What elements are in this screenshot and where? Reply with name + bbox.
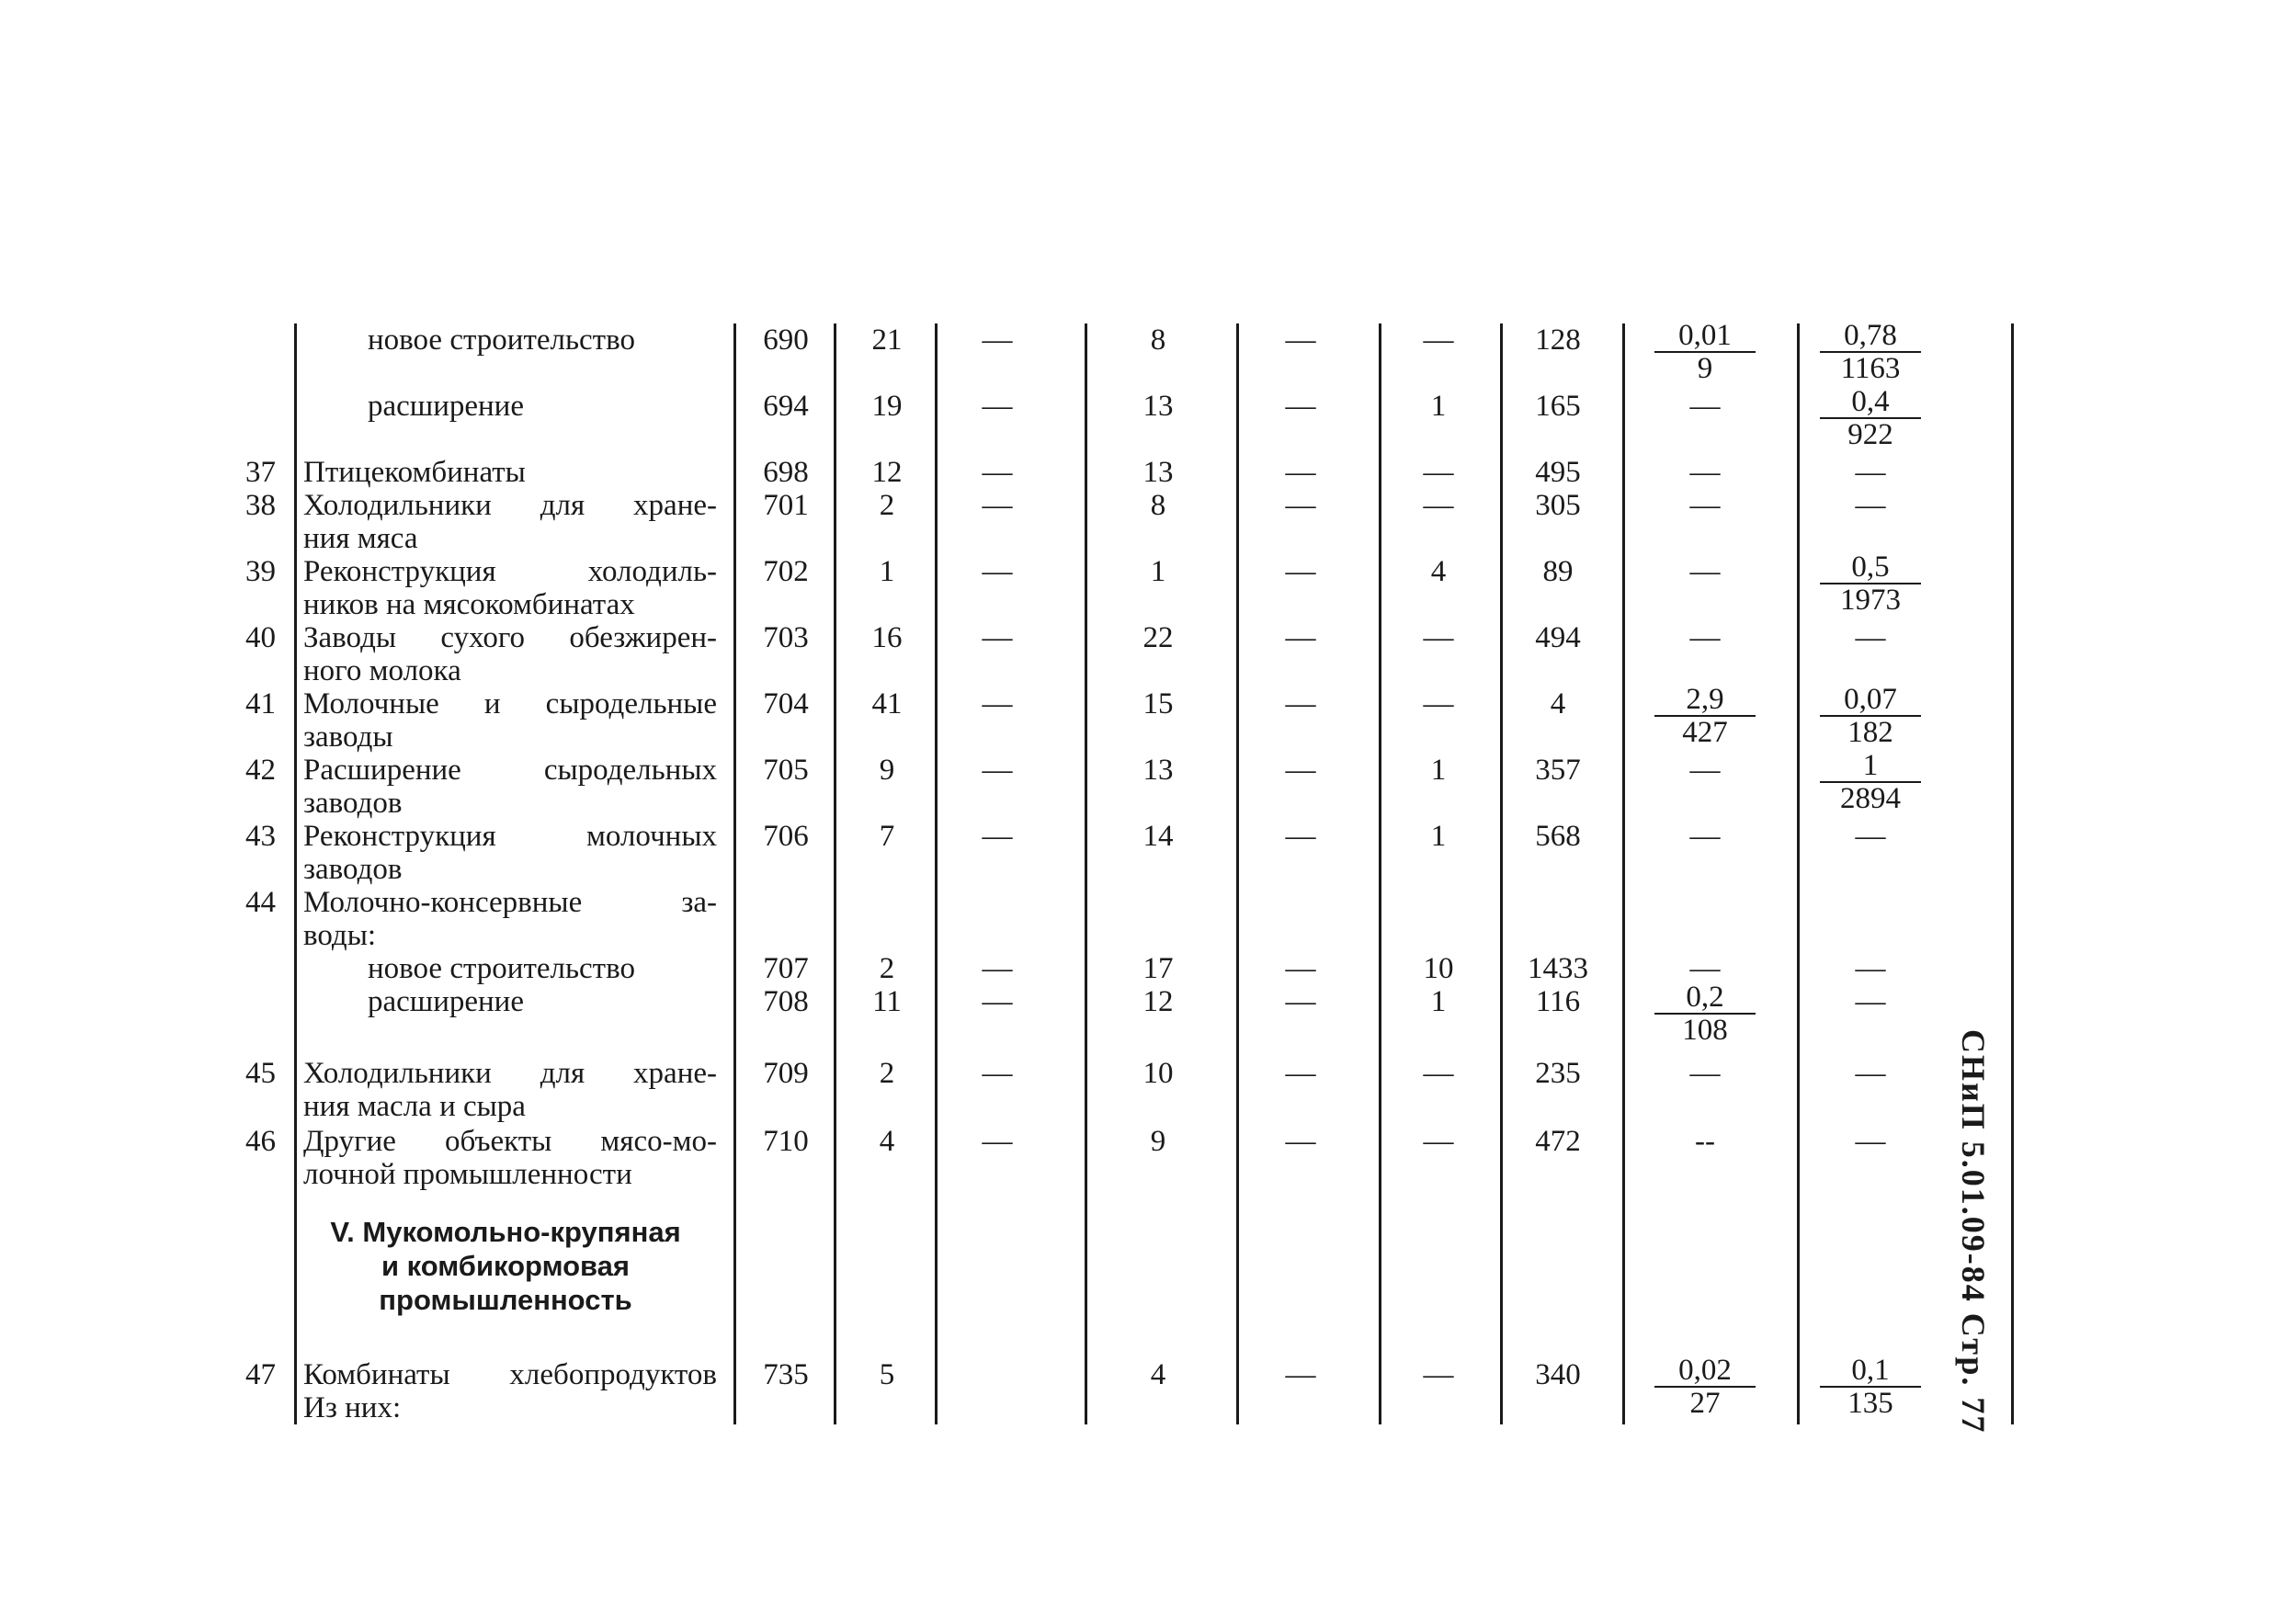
row-code: 709 (763, 1057, 809, 1090)
row-value: — (1423, 456, 1454, 489)
row-name-line: ния масла и сыра (303, 1090, 526, 1123)
row-code: 735 (763, 1358, 809, 1391)
fraction-value (1820, 684, 1921, 748)
row-value: — (982, 555, 1013, 588)
section-heading-line-2: и комбикормовая (381, 1250, 631, 1282)
row-value: 8 (1150, 489, 1166, 522)
row-value: 2 (879, 1057, 895, 1090)
row-value: 9 (879, 754, 895, 787)
row-value: — (982, 1125, 1013, 1158)
row-value: — (1855, 621, 1886, 654)
row-number: 43 (245, 820, 276, 853)
row-name-line: Птицекомбинаты (303, 456, 526, 489)
row-value: 1433 (1528, 952, 1588, 985)
row-value: 1 (1150, 555, 1166, 588)
row-value: 2 (879, 952, 895, 985)
fraction-value (1654, 981, 1756, 1046)
row-number: 41 (245, 687, 276, 720)
row-value: — (982, 952, 1013, 985)
row-name-line: Расширение сыродельных (303, 754, 717, 787)
row-value: 340 (1535, 1358, 1581, 1391)
row-value: 19 (871, 390, 903, 423)
row-name-line: лочной промышленности (303, 1158, 632, 1191)
fraction-numerator: 1 (1820, 750, 1921, 783)
fraction-value (1820, 750, 1921, 814)
column-rule (1379, 323, 1381, 1424)
row-code: 708 (763, 985, 809, 1018)
row-value: — (1855, 1125, 1886, 1158)
row-value: — (1423, 621, 1454, 654)
row-value: — (1855, 489, 1886, 522)
row-name-line: новое строительство (368, 952, 635, 985)
row-value: 11 (872, 985, 902, 1018)
row-value: — (1285, 985, 1316, 1018)
row-value: 4 (1430, 555, 1447, 588)
row-value: — (1285, 1125, 1316, 1158)
row-number: 39 (245, 555, 276, 588)
column-rule (733, 323, 736, 1424)
row-value: 495 (1535, 456, 1581, 489)
row-value: — (1423, 1358, 1454, 1391)
row-value: — (1689, 489, 1721, 522)
row-value: 116 (1535, 985, 1581, 1018)
row-value: — (982, 390, 1013, 423)
row-value: — (1423, 489, 1454, 522)
row-value: 568 (1535, 820, 1581, 853)
row-name-line: Заводы сухого обезжирен- (303, 621, 717, 654)
row-value: — (1689, 555, 1721, 588)
row-code: 704 (763, 687, 809, 720)
row-name-line: Комбинаты хлебопродуктов (303, 1358, 717, 1391)
row-value: — (1855, 820, 1886, 853)
row-value: -- (1695, 1125, 1715, 1158)
row-number: 46 (245, 1125, 276, 1158)
row-value: 4 (1550, 687, 1566, 720)
row-value: 5 (879, 1358, 895, 1391)
row-code: 706 (763, 820, 809, 853)
row-number: 40 (245, 621, 276, 654)
fraction-denominator: 27 (1689, 1387, 1721, 1420)
fraction-value (1820, 1355, 1921, 1419)
row-code: 702 (763, 555, 809, 588)
row-value: — (1285, 390, 1316, 423)
row-number: 37 (245, 456, 276, 489)
row-name-line: Молочные и сыродельные (303, 687, 717, 720)
row-name-line: ного молока (303, 654, 461, 687)
row-value: 235 (1535, 1057, 1581, 1090)
row-value: 357 (1535, 754, 1581, 787)
row-value: 1 (1430, 754, 1447, 787)
row-name-line: расширение (368, 390, 524, 423)
fraction-numerator: 0,01 (1654, 320, 1756, 353)
section-heading-line-1: V. Мукомольно-крупяная (330, 1216, 681, 1248)
row-value: — (1423, 1057, 1454, 1090)
row-code: 701 (763, 489, 809, 522)
row-value: — (1285, 687, 1316, 720)
row-value: 305 (1535, 489, 1581, 522)
fraction-denominator: 135 (1847, 1387, 1893, 1420)
row-value: — (1855, 456, 1886, 489)
row-value: — (982, 323, 1013, 357)
row-value: — (1423, 323, 1454, 357)
row-value: 15 (1142, 687, 1174, 720)
row-value: 89 (1542, 555, 1574, 588)
row-value: — (982, 687, 1013, 720)
row-code: 707 (763, 952, 809, 985)
row-value: — (1689, 754, 1721, 787)
row-value: — (982, 985, 1013, 1018)
row-value: 4 (1150, 1358, 1166, 1391)
fraction-denominator: 182 (1847, 716, 1893, 749)
row-value: — (982, 456, 1013, 489)
fraction-numerator: 0,5 (1820, 551, 1921, 584)
fraction-value (1820, 386, 1921, 450)
row-code: 690 (763, 323, 809, 357)
row-value: 21 (871, 323, 903, 357)
row-value: 4 (879, 1125, 895, 1158)
row-name-line: воды: (303, 919, 377, 952)
column-rule (2011, 323, 2014, 1424)
row-number: 42 (245, 754, 276, 787)
row-value: 13 (1142, 754, 1174, 787)
row-value: — (982, 754, 1013, 787)
fraction-numerator: 0,02 (1654, 1355, 1756, 1388)
fraction-denominator: 1163 (1840, 352, 1901, 385)
row-value: — (982, 1057, 1013, 1090)
fraction-value (1654, 320, 1756, 384)
row-value: 165 (1535, 390, 1581, 423)
row-value: 12 (1142, 985, 1174, 1018)
row-name-line: заводов (303, 787, 403, 820)
row-value: — (1855, 1057, 1886, 1090)
row-value: — (1689, 621, 1721, 654)
column-rule (1085, 323, 1087, 1424)
fraction-numerator: 0,78 (1820, 320, 1921, 353)
row-value: 10 (1423, 952, 1454, 985)
row-value: — (1285, 456, 1316, 489)
row-value: — (1285, 621, 1316, 654)
column-rule (1500, 323, 1503, 1424)
row-value: 13 (1142, 390, 1174, 423)
row-value: — (1285, 555, 1316, 588)
row-value: 16 (871, 621, 903, 654)
row-name-line: Реконструкция холодиль- (303, 555, 717, 588)
row-value: — (1285, 1057, 1316, 1090)
fraction-denominator: 108 (1682, 1014, 1728, 1047)
column-rule (935, 323, 938, 1424)
row-value: 14 (1142, 820, 1174, 853)
row-value: 41 (871, 687, 903, 720)
fraction-value (1820, 551, 1921, 616)
fraction-denominator: 1973 (1840, 584, 1901, 617)
fraction-numerator: 2,9 (1654, 684, 1756, 717)
row-name-line: ников на мясокомбинатах (303, 588, 635, 621)
row-value: 128 (1535, 323, 1581, 357)
row-value: 8 (1150, 323, 1166, 357)
row-value: — (1285, 489, 1316, 522)
column-rule (1797, 323, 1800, 1424)
row-code: 710 (763, 1125, 809, 1158)
fraction-denominator: 922 (1847, 418, 1893, 451)
row-name-line: Холодильники для хране- (303, 489, 717, 522)
column-rule (1236, 323, 1239, 1424)
row-value: 17 (1142, 952, 1174, 985)
fraction-value (1654, 1355, 1756, 1419)
row-value: — (1423, 687, 1454, 720)
row-value: — (1285, 820, 1316, 853)
row-value: 472 (1535, 1125, 1581, 1158)
row-value: 2 (879, 489, 895, 522)
row-code: 698 (763, 456, 809, 489)
row-value: — (1689, 1057, 1721, 1090)
row-value: — (982, 820, 1013, 853)
row-name-line: заводов (303, 853, 403, 886)
row-value: — (1855, 952, 1886, 985)
fraction-denominator: 9 (1697, 352, 1713, 385)
row-value: 12 (871, 456, 903, 489)
row-value: 9 (1150, 1125, 1166, 1158)
row-name-line: Молочно-консервные за- (303, 886, 717, 919)
fraction-numerator: 0,1 (1820, 1355, 1921, 1388)
fraction-numerator: 0,4 (1820, 386, 1921, 419)
row-code: 703 (763, 621, 809, 654)
row-number: 44 (245, 886, 276, 919)
row-number: 47 (245, 1358, 276, 1391)
fraction-numerator: 0,07 (1820, 684, 1921, 717)
row-value: — (1689, 820, 1721, 853)
row-value: — (1285, 1358, 1316, 1391)
row-value: — (982, 489, 1013, 522)
row-number: 38 (245, 489, 276, 522)
section-heading-line-3: промышленность (379, 1284, 632, 1316)
row-value: 7 (879, 820, 895, 853)
fraction-denominator: 427 (1682, 716, 1728, 749)
fraction-value (1654, 684, 1756, 748)
fraction-numerator: 0,2 (1654, 981, 1756, 1015)
row-value: — (1689, 456, 1721, 489)
row-value: — (1285, 323, 1316, 357)
row-value: — (982, 621, 1013, 654)
row-value: 22 (1142, 621, 1174, 654)
row-name-line: Из них: (303, 1391, 402, 1424)
row-value: 1 (1430, 985, 1447, 1018)
section-heading (294, 1215, 717, 1317)
column-rule (834, 323, 836, 1424)
row-value: 13 (1142, 456, 1174, 489)
row-value: 1 (879, 555, 895, 588)
row-code: 694 (763, 390, 809, 423)
row-name-line: Другие объекты мясо-мо- (303, 1125, 717, 1158)
row-value: — (1285, 952, 1316, 985)
document-code-label: СНиП 5.01.09-84 Стр. 77 (1955, 1029, 1992, 1435)
row-name-line: заводы (303, 720, 393, 754)
row-value: 1 (1430, 390, 1447, 423)
row-name-line: Холодильники для хране- (303, 1057, 717, 1090)
row-name-line: ния мяса (303, 522, 418, 555)
fraction-denominator: 2894 (1840, 782, 1901, 815)
row-value: 494 (1535, 621, 1581, 654)
row-value: — (1689, 952, 1721, 985)
row-code: 705 (763, 754, 809, 787)
row-name-line: расширение (368, 985, 524, 1018)
row-name-line: новое строительство (368, 323, 635, 357)
fraction-value (1820, 320, 1921, 384)
row-value: 1 (1430, 820, 1447, 853)
row-name-line: Реконструкция молочных (303, 820, 717, 853)
row-value: — (1689, 390, 1721, 423)
row-value: 10 (1142, 1057, 1174, 1090)
row-value: — (1285, 754, 1316, 787)
column-rule (1622, 323, 1625, 1424)
row-number: 45 (245, 1057, 276, 1090)
row-value: — (1855, 985, 1886, 1018)
row-value: — (1423, 1125, 1454, 1158)
